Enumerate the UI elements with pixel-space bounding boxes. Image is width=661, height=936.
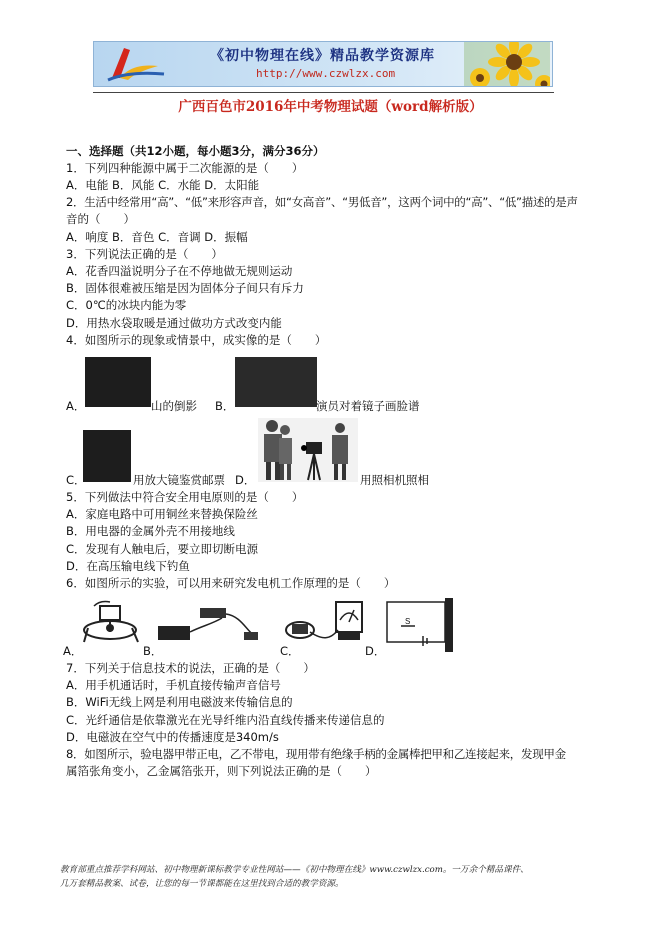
q2-stem-line1: 2．生活中经常用“高”、“低”来形容声音，如“女高音”、“男低音”，这两个词中的“高”、“低”描述的是声 [66,195,578,209]
q4-text-c: 用放大镜鉴赏邮票 [133,473,225,487]
q4-text-d: 用照相机照相 [360,473,429,487]
q7-option-a: A．用手机通话时，手机直接传输声音信号 [66,678,281,692]
q7-option-c: C．光纤通信是依靠激光在光导纤维内沿直线传播来传递信息的 [66,713,385,727]
q4-text-b: 演员对着镜子画脸谱 [316,399,420,413]
q3-option-b: B．固体很难被压缩是因为固体分子间只有斥力 [66,281,304,295]
actor-mirror-image [235,357,317,407]
switch-s-label: S [405,617,411,626]
q3-option-c: C．0℃的冰块内能为零 [66,298,187,312]
footer-line1: 教育部重点推荐学科网站、初中物理新课标教学专业性网站——《初中物理在线》www.czwlzx.com。一万余个精品课件、 [60,865,529,875]
q7-stem: 7．下列关于信息技术的说法，正确的是（ ） [66,661,315,675]
q4-label-d: D． [235,473,256,487]
experiment-a-image [80,598,142,646]
q2-stem-line2: 音的（ ） [66,212,135,226]
q5-stem: 5．下列做法中符合安全用电原则的是（ ） [66,490,304,504]
q4-label-a: A． [66,399,86,413]
q2-options: A．响度 B．音色 C．音调 D．振幅 [66,230,248,244]
q3-stem: 3．下列说法正确的是（ ） [66,247,223,261]
q1-options: A．电能 B．风能 C．水能 D．太阳能 [66,178,260,192]
q3-option-a: A．花香四溢说明分子在不停地做无规则运动 [66,264,293,278]
q6-label-d: D． [365,644,386,658]
camera-photo-image [258,418,358,482]
magnifier-stamp-image [83,430,131,482]
header-banner [93,41,553,87]
section-heading: 一、选择题（共12小题，每小题3分，满分36分） [66,144,325,158]
q8-stem-line2: 属箔张角变小，乙金属箔张开，则下列说法正确的是（ ） [66,764,377,778]
q6-label-a: A． [63,644,83,658]
q6-label-b: B． [143,644,163,658]
q4-label-c: C． [66,473,86,487]
q3-option-d: D．用热水袋取暖是通过做功方式改变内能 [66,316,282,330]
experiment-c-image [282,600,372,646]
q6-stem: 6．如图所示的实验，可以用来研究发电机工作原理的是（ ） [66,576,396,590]
site-logo-icon [98,44,168,84]
q5-option-c: C．发现有人触电后，要立即切断电源 [66,542,259,556]
experiment-b-image [152,604,262,644]
mountain-reflection-image [85,357,151,407]
q4-text-a: 山的倒影 [151,399,197,413]
page-footer [60,863,529,891]
footer-line2: 几万套精品教案、试卷，让您的每一节课都能在这里找到合适的教学资源。 [60,879,344,889]
banner-title: 《初中物理在线》精品教学资源库 [210,48,435,64]
banner-url[interactable]: http://www.czwlzx.com [256,67,396,80]
q1-stem: 1．下列四种能源中属于二次能源的是（ ） [66,161,304,175]
q5-option-d: D．在高压输电线下钓鱼 [66,559,190,573]
q7-option-d: D．电磁波在空气中的传播速度是340m/s [66,730,279,744]
experiment-d-image [383,596,459,652]
sunflower-icon [464,41,550,87]
q4-stem: 4．如图所示的现象或情景中，成实像的是（ ） [66,333,327,347]
header-rule [93,92,554,93]
q4-label-b: B． [215,399,235,413]
q6-label-c: C． [280,644,300,658]
q5-option-a: A．家庭电路中可用铜丝来替换保险丝 [66,507,258,521]
q7-option-b: B．WiFi无线上网是利用电磁波来传输信息的 [66,695,293,709]
page-title: 广西百色市2016年中考物理试题（word解析版） [178,99,483,115]
q8-stem-line1: 8．如图所示，验电器甲带正电，乙不带电，现用带有绝缘手柄的金属棒把甲和乙连接起来，发现甲金 [66,747,566,761]
q5-option-b: B．用电器的金属外壳不用接地线 [66,524,235,538]
